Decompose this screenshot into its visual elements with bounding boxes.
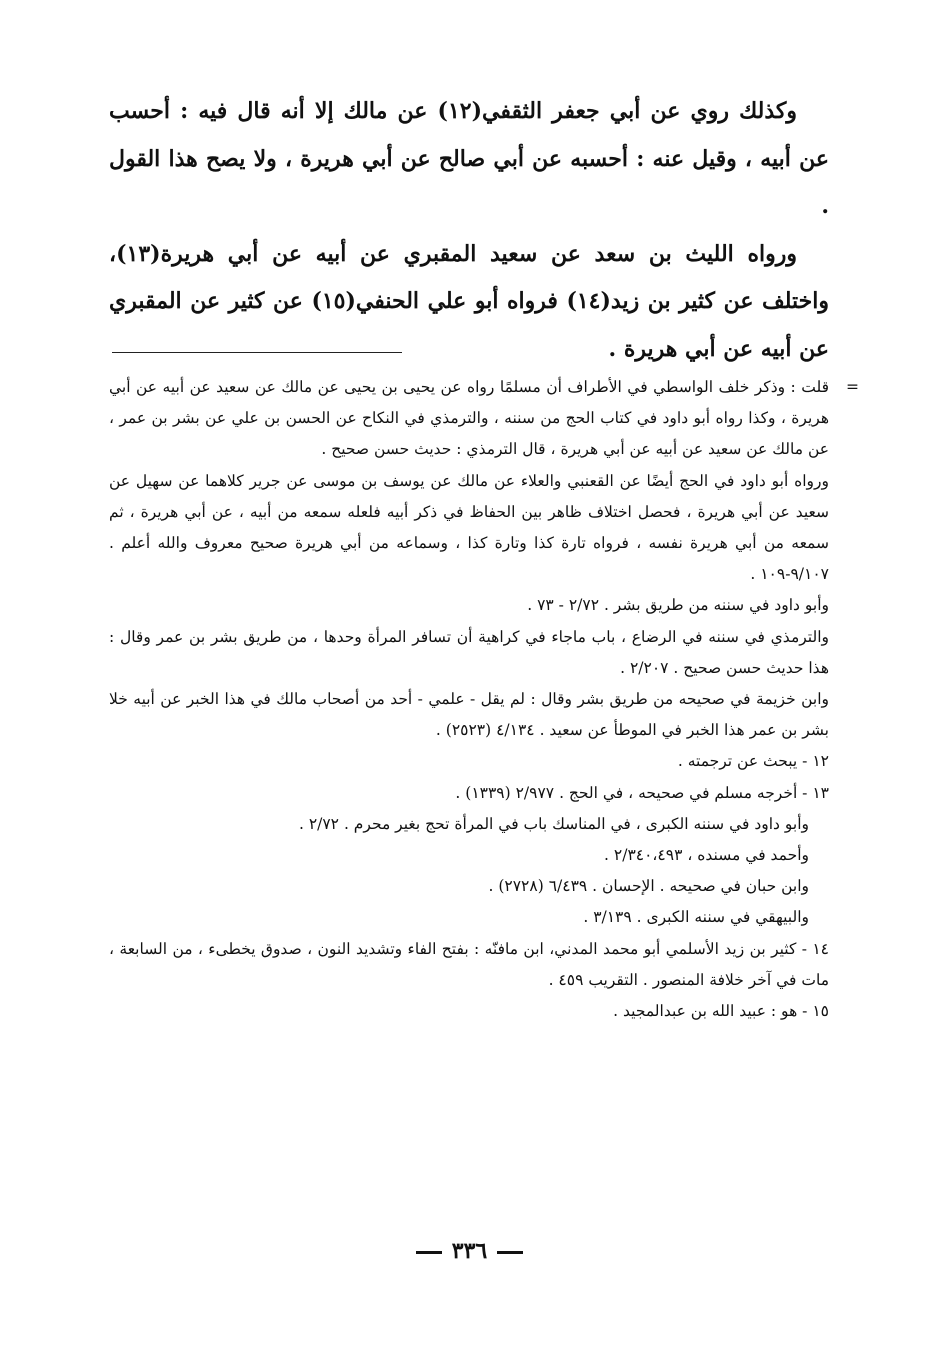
footnote-12: ١٢ - يبحث عن ترجمته . <box>677 752 829 771</box>
dash-decoration <box>416 1251 442 1254</box>
footnote-paragraph: والترمذي في سننه في الرضاع ، باب ماجاء في كراهية أن تسافر المرأة وحدها ، من طريق بشر بن عمر وقال : هذا حديث حسن صحيح . ٢/٢٠٧ . <box>109 627 829 677</box>
footnote-13: ١٣ - أخرجه مسلم في صحيحه ، في الحج . ٢/٩٧٧ (١٣٣٩) . <box>455 783 829 802</box>
footnote-13-line: وابن حبان في صحيحه . الإحسان . ٦/٤٣٩ (٢٧٢٨) . <box>488 877 809 896</box>
dash-decoration <box>497 1251 523 1254</box>
page-number-text: ٣٣٦ <box>451 1238 488 1264</box>
continuation-mark: = <box>846 378 859 396</box>
footnote-14: ١٤ - كثير بن زيد الأسلمي أبو محمد المدني، ابن مافنّه : بفتح الفاء وتشديد النون ، صدوق يخطىء ، من السابعة ، مات في آخر خلافة المنصور . التقريب ٤٥٩ . <box>109 939 829 989</box>
footnotes-block <box>109 372 859 1027</box>
footnote-paragraph: وأبو داود في سننه من طريق بشر . ٢/٧٢ - ٧٣ . <box>527 596 829 615</box>
main-text-block <box>109 88 829 373</box>
footnote-paragraph: وابن خزيمة في صحيحه من طريق بشر وقال : لم يقل - علمي - أحد من أصحاب مالك في هذا الخبر عن أبيه خلا بشر بن عمر هذا الخبر في الموطأ عن سعيد . ٤/١٣٤ (٢٥٢٣) . <box>109 690 829 740</box>
footnote-13-line: والبيهقي في سننه الكبرى . ٣/١٣٩ . <box>583 908 809 927</box>
main-paragraph: ورواه الليث بن سعد عن سعيد المقبري عن أبيه عن أبي هريرة(١٣)، واختلف عن كثير بن زيد(١٤) فرواه أبو علي الحنفي(١٥) عن كثير عن المقبري عن أبيه عن أبي هريرة . <box>109 240 830 362</box>
footnote-13-line: وأحمد في مسنده ، ٢/٣٤٠،٤٩٣ . <box>604 846 809 865</box>
footnote-continuation <box>109 372 859 466</box>
footnote-separator <box>112 352 402 353</box>
footnote-text: قلت : وذكر خلف الواسطي في الأطراف أن مسلمًا رواه عن يحيى بن يحيى عن مالك عن سعيد عن أبيه عن أبي هريرة ، وكذا رواه أبو داود في كتاب الحج من سننه ، والترمذي في النكاح عن الحسن بن علي عن بشر بن عمر ، عن مالك عن سعيد عن أبيه عن أبي هريرة ، قال الترمذي : حديث حسن صحيح . <box>109 378 829 459</box>
main-paragraph: وكذلك روي عن أبي جعفر الثقفي(١٢) عن مالك إلا أنه قال فيه : أحسب عن أبيه ، وقيل عنه : أحسبه عن أبي صالح عن أبي هريرة ، ولا يصح هذا القول . <box>109 98 829 219</box>
footnote-paragraph: ورواه أبو داود في الحج أيضًا عن القعنبي والعلاء عن مالك عن يوسف بن موسى عن جرير كلاهما عن سهيل عن سعيد عن أبي هريرة ، فحصل اختلاف ظاهر بين الحفاظ في ذكر أبيه فلعله سمعه من أبيه ، عن أبي هريرة ، ثم سمعه من أبي هريرة نفسه ، فرواه تارة كذا وتارة كذا ، وسماعه من أبي هريرة صحيح معروف والله أعلم . ٩/١٠٧-١٠٩ . <box>109 471 829 584</box>
footnote-15: ١٥ - هو : عبيد الله بن عبدالمجيد . <box>613 1002 829 1021</box>
footnote-13-line: وأبو داود في سننه الكبرى ، في المناسك باب في المرأة تحج بغير محرم . ٢/٧٢ . <box>298 814 809 833</box>
page-number <box>0 1238 939 1264</box>
